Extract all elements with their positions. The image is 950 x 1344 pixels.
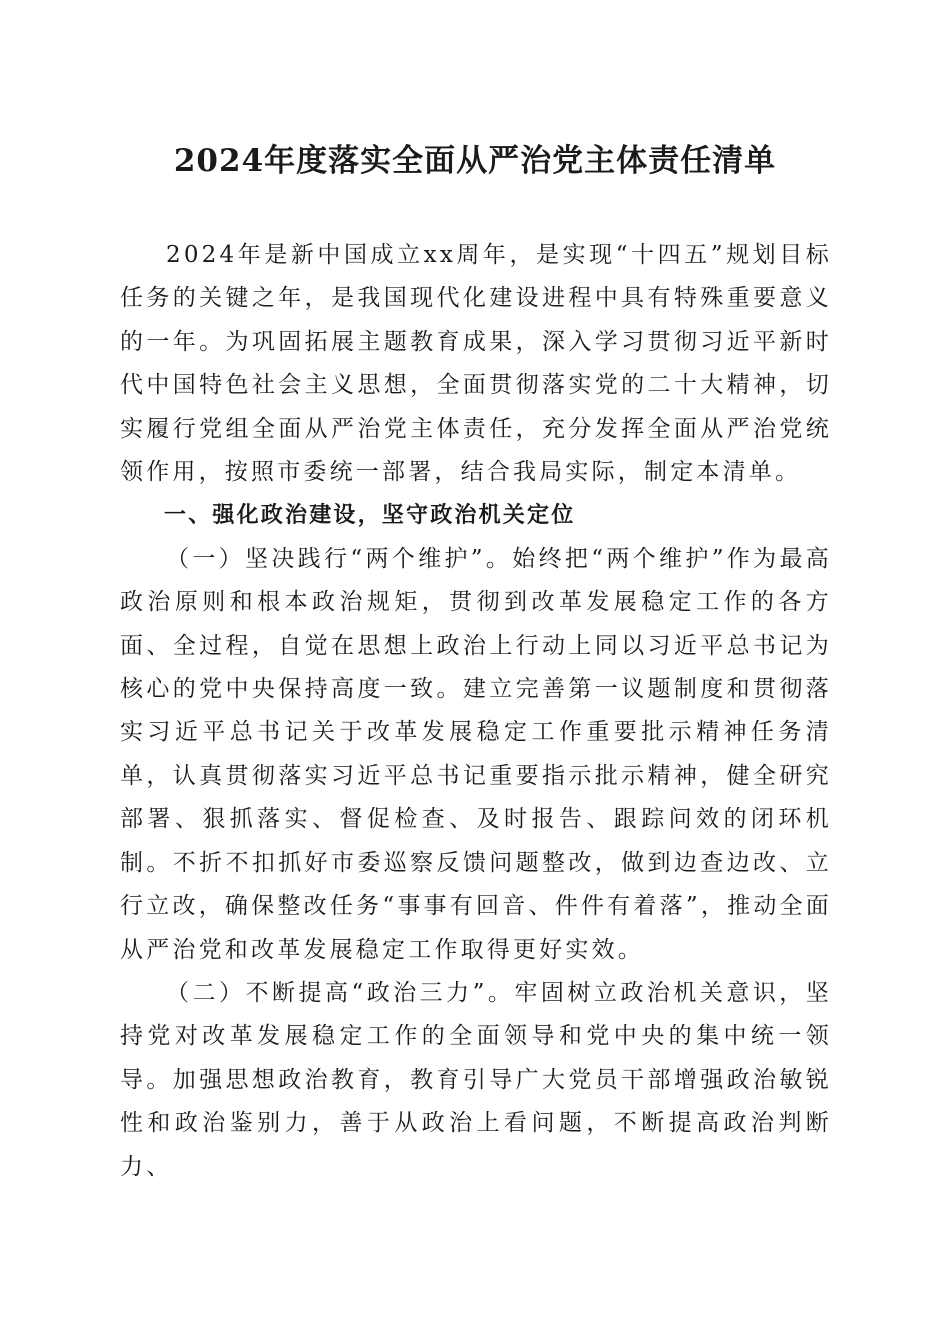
section-1-heading: 一、强化政治建设，坚守政治机关定位: [164, 503, 576, 529]
item-1-paragraph: （一）坚决践行“两个维护”。始终把“两个维护”作为最高政治原则和根本政治规矩，贯彻到改革发展稳定工作的各方面、全过程，自觉在思想上政治上行动上同以习近平总书记为核心的党中央保持高度一致。建立完善第一议题制度和贯彻落实习近平总书记关于改革发展稳定工作重要批示精神任务清单，认真贯彻落实习近平总书记重要指示批示精神，健全研究部署、狠抓落实、督促检查、及时报告、跟踪问效的闭环机制。不折不扣抓好市委巡察反馈问题整改，做到边查边改、立行立改，确保整改任务“事事有回音、件件有着落”，推动全面从严治党和改革发展稳定工作取得更好实效。: [120, 545, 832, 963]
intro-paragraph: 2024年是新中国成立xx周年，是实现“十四五”规划目标任务的关键之年，是我国现代化建设进程中具有特殊重要意义的一年。为巩固拓展主题教育成果，深入学习贯彻习近平新时代中国特色社会主义思想，全面贯彻落实党的二十大精神，切实履行党组全面从严治党主体责任，充分发挥全面从严治党统领作用，按照市委统一部署，结合我局实际，制定本清单。: [120, 242, 832, 486]
document-body: [120, 234, 832, 1189]
document-title: 2024年度落实全面从严治党主体责任清单: [173, 143, 777, 179]
item-2-paragraph: （二）不断提高“政治三力”。牢固树立政治机关意识，坚持党对改革发展稳定工作的全面领导和党中央的集中统一领导。加强思想政治教育，教育引导广大党员干部增强政治敏锐性和政治鉴别力，善于从政治上看问题，不断提高政治判断力、: [120, 979, 832, 1180]
